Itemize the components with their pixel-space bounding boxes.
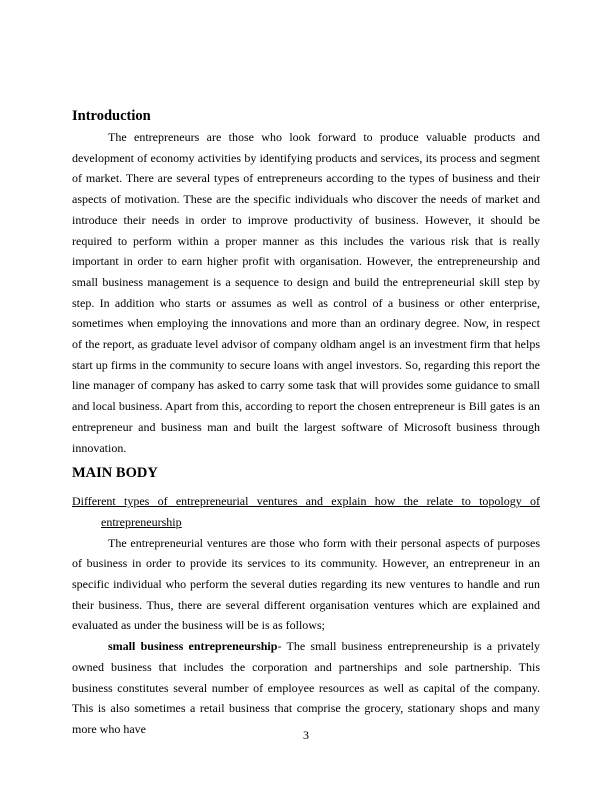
introduction-paragraph: The entrepreneurs are those who look forward to produce valuable products and development of economy activities by identifying products and services, its process and segment of market. There are several types of entrepreneurs according to the types of business and their aspects of motivation. These are the specific individuals who discover the needs of market and introduce their needs in order to improve productivity of business. However, it should be required to perform within a proper manner as this includes the various risk that is really important in order to earn higher profit with organisation. However, the entrepreneurship and small business management is a sequence to design and build the entrepreneurial skill step by step. In addition who starts or assumes as well as control of a business or other enterprise, sometimes when employing the innovations and more than an ordinary degree. Now, in respect of the report, as graduate level advisor of company oldham angel is an investment firm that helps start up firms in the community to secure loans with angel investors. So, regarding this report the line manager of company has asked to carry some task that will provides some guidance to small and local business. Apart from this, according to report the chosen entrepreneur is Bill gates is an entrepreneur and business man and built the largest software of Microsoft business through innovation. [72, 130, 540, 455]
small-business-description: - The small business entrepreneurship is a privately owned business that includes the corporation and partnerships and sole partnership. This business constitutes several number of employee resources as well as capital of the company. This is also sometimes a retail business that comprise the grocery, stationary shops and many more who have [72, 639, 541, 736]
section-subheading: Different types of entrepreneurial ventures and explain how the relate to topology of entrepreneurship [72, 494, 540, 529]
main-body-paragraph-2 [72, 636, 540, 740]
main-body-heading: MAIN BODY [72, 465, 158, 482]
page-number: 3 [303, 728, 309, 742]
page-content [72, 106, 540, 740]
introduction-heading: Introduction [72, 108, 151, 124]
small-business-term: small business entrepreneurship [108, 639, 278, 654]
main-body-paragraph-1: The entrepreneurial ventures are those who form with their personal aspects of purposes of business in order to provide its services to its community. However, an entrepreneur in an specific individual who perform the several duties regarding its new ventures to handle and run their business. Thus, there are several different organisation ventures which are explained and evaluated as under the business will be is as follows; [72, 535, 540, 633]
